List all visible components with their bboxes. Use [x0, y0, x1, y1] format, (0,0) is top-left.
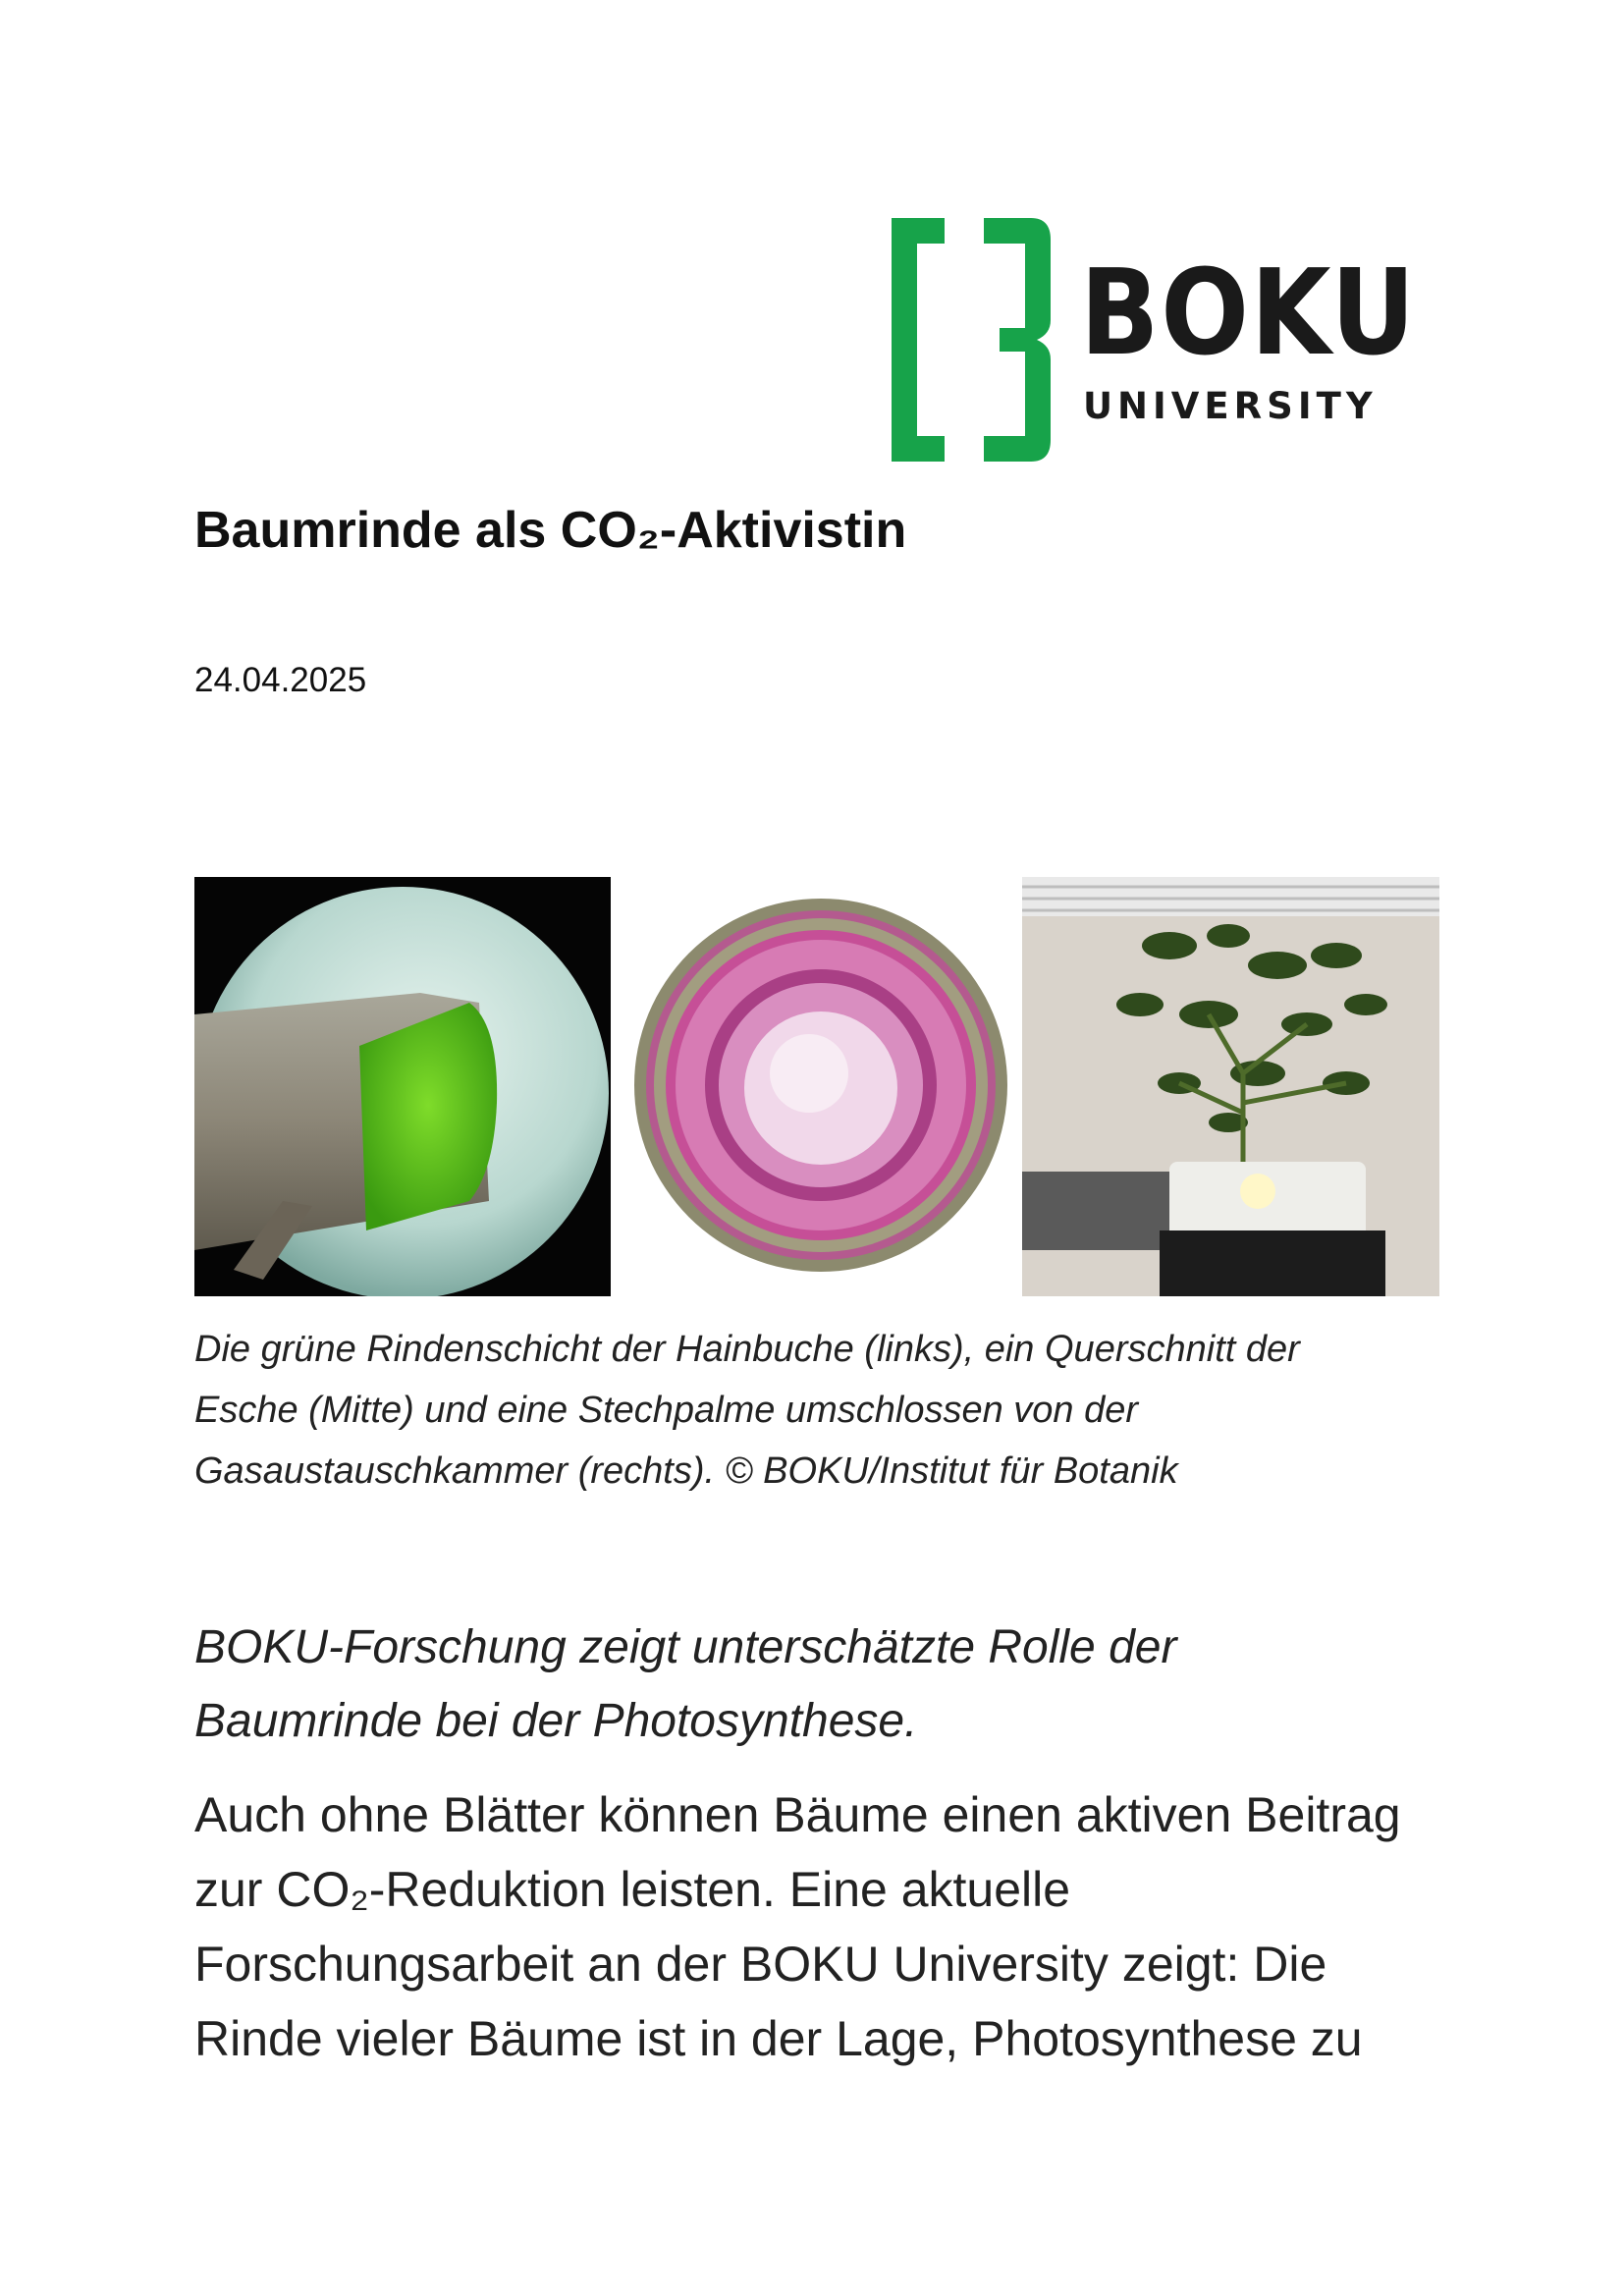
caption-line: Die grüne Rindenschicht der Hainbuche (links), ein Querschnitt der: [194, 1329, 1300, 1370]
body-line: Forschungsarbeit an der BOKU University zeigt: Die: [194, 1937, 1327, 1992]
logo-wordmark: BOKU: [1080, 246, 1418, 382]
boku-logo: [884, 218, 1418, 462]
photo-hornbeam-bark: [194, 877, 611, 1296]
logo-subtitle: UNIVERSITY: [1083, 385, 1378, 427]
article-lead: [194, 1611, 1461, 1758]
article-body: [194, 1777, 1471, 2076]
figure-caption: [194, 1319, 1451, 1502]
lead-line: Baumrinde bei der Photosynthese.: [194, 1695, 918, 1747]
body-line: zur CO₂-Reduktion leisten. Eine aktuelle: [194, 1862, 1071, 1917]
photo-strip: [194, 877, 1439, 1296]
body-line: Auch ohne Blätter können Bäume einen aktiven Beitrag: [194, 1787, 1401, 1842]
caption-line: Esche (Mitte) und eine Stechpalme umschlossen von der: [194, 1390, 1139, 1431]
photo-holly-chamber: [1022, 877, 1439, 1296]
article-date: 24.04.2025: [194, 661, 367, 699]
photo-ash-cross-section: [632, 877, 1009, 1296]
lead-line: BOKU-Forschung zeigt unterschätzte Rolle der: [194, 1621, 1177, 1673]
boku-bracket-icon: [884, 218, 1070, 462]
article-title: Baumrinde als CO₂-Aktivistin: [194, 502, 907, 559]
body-line: Rinde vieler Bäume ist in der Lage, Photosynthese zu: [194, 2011, 1363, 2066]
caption-line: Gasaustauschkammer (rechts). © BOKU/Institut für Botanik: [194, 1450, 1178, 1492]
